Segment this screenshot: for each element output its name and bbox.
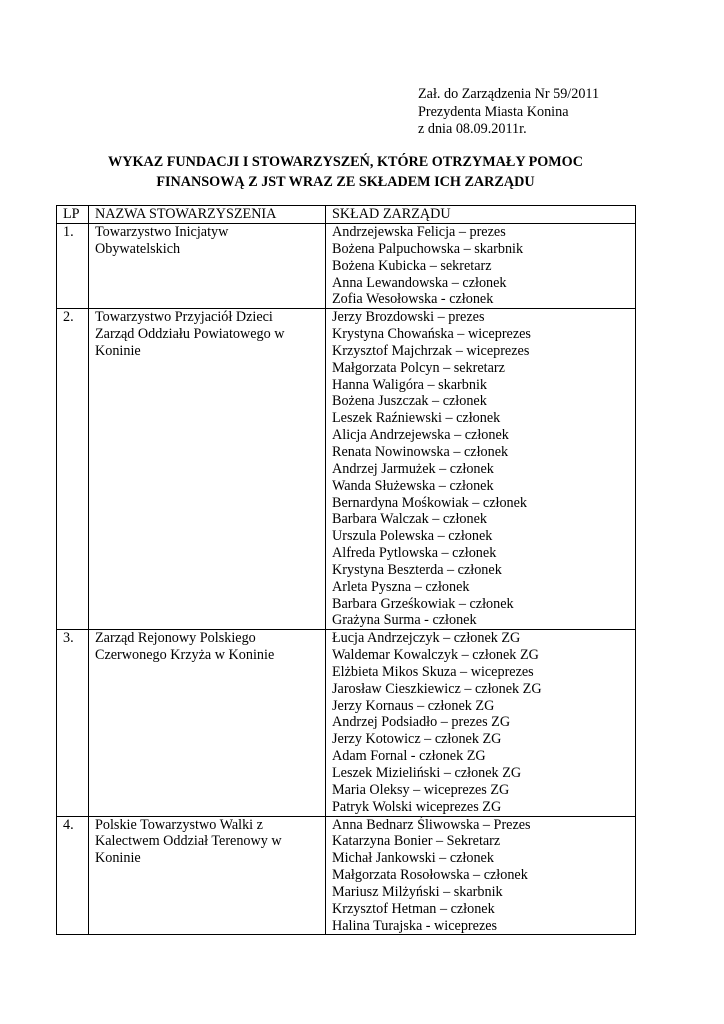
board-member: Grażyna Surma - członek (332, 612, 477, 629)
header-lp: LP (57, 206, 89, 224)
row-board-members (326, 224, 636, 309)
board-member: Małgorzata Rosołowska – członek (332, 867, 528, 884)
row-lp: 4. (57, 816, 89, 935)
row-association-name (89, 224, 326, 309)
board-member: Arleta Pyszna – członek (332, 578, 470, 595)
board-member: Andrzej Jarmużek – członek (332, 460, 494, 477)
row-association-name (89, 309, 326, 630)
board-member: Waldemar Kowalczyk – członek ZG (332, 647, 539, 664)
name-line: Towarzystwo Inicjatyw (95, 224, 229, 240)
name-line: Zarząd Rejonowy Polskiego (95, 630, 256, 647)
board-member: Adam Fornal - członek ZG (332, 748, 486, 765)
board-member: Mariusz Milżyński – skarbnik (332, 883, 503, 900)
name-line: Obywatelskich (95, 240, 181, 257)
associations-table (56, 205, 636, 935)
board-member: Krystyna Beszterda – członek (332, 561, 502, 578)
board-member: Leszek Mizieliński – członek ZG (332, 765, 522, 781)
board-member: Andrzej Podsiadło – prezes ZG (332, 714, 511, 731)
board-member: Małgorzata Polcyn – sekretarz (332, 359, 505, 376)
board-member: Jerzy Brozdowski – prezes (332, 309, 485, 326)
row-lp: 3. (57, 630, 89, 816)
title-line-2: FINANSOWĄ Z JST WRAZ ZE SKŁADEM ICH ZARZĄDU (156, 174, 535, 190)
board-member: Barbara Grześkowiak – członek (332, 595, 514, 612)
row-association-name (89, 816, 326, 935)
board-member: Hanna Waligóra – skarbnik (332, 376, 488, 393)
header-board: SKŁAD ZARZĄDU (326, 206, 636, 224)
table-row (57, 309, 636, 630)
annex-line-3: z dnia 08.09.2011r. (418, 121, 527, 137)
annex-note (418, 86, 599, 139)
board-member: Patryk Wolski wiceprezes ZG (332, 798, 502, 815)
board-member: Anna Lewandowska – członek (332, 274, 507, 291)
name-line: Czerwonego Krzyża w Koninie (95, 647, 275, 664)
board-member: Alfreda Pytlowska – członek (332, 545, 497, 562)
name-line: Koninie (95, 342, 141, 359)
board-member: Halina Turajska - wiceprezes (332, 917, 498, 934)
board-member: Barbara Walczak – członek (332, 511, 487, 528)
row-association-name (89, 630, 326, 816)
board-member: Urszula Polewska – członek (332, 528, 493, 545)
board-member: Andrzejewska Felicja – prezes (332, 224, 506, 240)
board-member: Anna Bednarz Śliwowska – Prezes (332, 816, 531, 833)
board-member: Jerzy Kotowicz – członek ZG (332, 731, 502, 748)
board-member: Wanda Służewska – członek (332, 477, 494, 494)
table-row (57, 816, 636, 935)
board-member: Krystyna Chowańska – wiceprezes (332, 326, 531, 343)
board-member: Bożena Kubicka – sekretarz (332, 257, 492, 274)
board-member: Renata Nowinowska – członek (332, 443, 509, 460)
row-lp: 2. (57, 309, 89, 630)
table-header-row (57, 206, 636, 224)
table-row (57, 630, 636, 816)
name-line: Koninie (95, 850, 141, 867)
board-member: Maria Oleksy – wiceprezes ZG (332, 781, 510, 798)
name-line: Towarzystwo Przyjaciół Dzieci (95, 309, 273, 326)
board-member: Bernardyna Mośkowiak – członek (332, 494, 528, 511)
board-member: Jerzy Kornaus – członek ZG (332, 697, 495, 714)
row-board-members (326, 630, 636, 816)
name-line: Polskie Towarzystwo Walki z (95, 816, 263, 833)
name-line: Kalectwem Oddział Terenowy w (95, 833, 282, 850)
board-member: Krzysztof Majchrzak – wiceprezes (332, 342, 530, 359)
board-member: Jarosław Cieszkiewicz – członek ZG (332, 680, 542, 697)
row-lp: 1. (57, 224, 89, 309)
board-member: Bożena Juszczak – członek (332, 393, 487, 410)
board-member: Leszek Raźniewski – członek (332, 410, 501, 427)
board-member: Bożena Palpuchowska – skarbnik (332, 240, 524, 257)
board-member: Michał Jankowski – członek (332, 850, 494, 867)
row-board-members (326, 816, 636, 935)
name-line: Zarząd Oddziału Powiatowego w (95, 326, 285, 343)
annex-line-1: Zał. do Zarządzenia Nr 59/2011 (418, 86, 600, 102)
table-row (57, 224, 636, 309)
board-member: Zofia Wesołowska - członek (332, 291, 494, 308)
board-member: Elżbieta Mikos Skuza – wiceprezes (332, 663, 534, 680)
board-member: Krzysztof Hetman – członek (332, 900, 495, 917)
title-line-1: WYKAZ FUNDACJI I STOWARZYSZEŃ, KTÓRE OTRZYMAŁY POMOC (108, 154, 583, 170)
board-member: Alicja Andrzejewska – członek (332, 427, 509, 444)
row-board-members (326, 309, 636, 630)
annex-line-2: Prezydenta Miasta Konina (418, 103, 569, 120)
document-title (56, 152, 635, 192)
board-member: Łucja Andrzejczyk – członek ZG (332, 630, 521, 647)
board-member: Katarzyna Bonier – Sekretarz (332, 833, 501, 850)
header-name: NAZWA STOWARZYSZENIA (89, 206, 326, 224)
